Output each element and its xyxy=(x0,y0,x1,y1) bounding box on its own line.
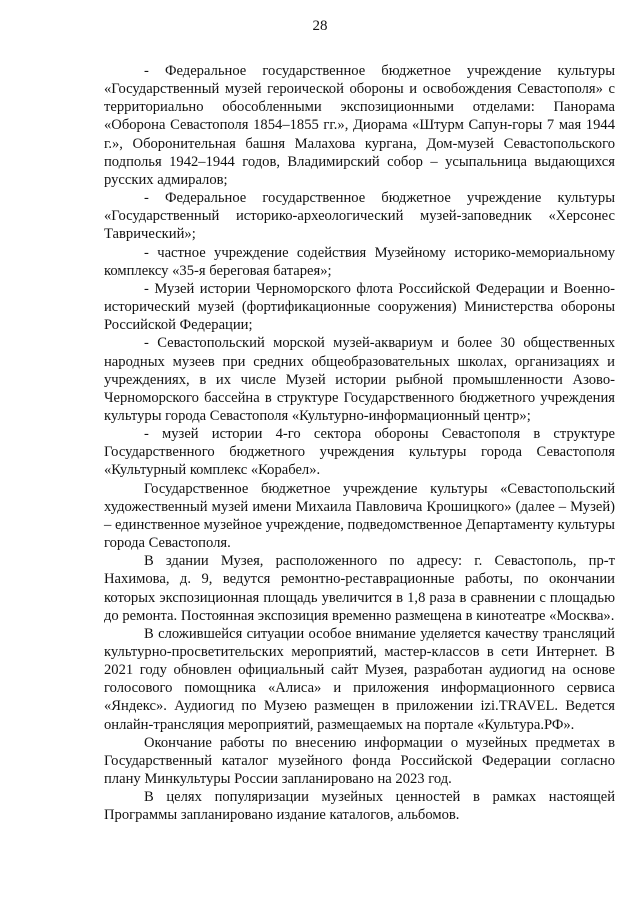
paragraph-state-catalog: Окончание работы по внесению информации о музейных предметах в Государственный каталог музейного фонда Российской Федерации согласно плану Минкультуры России запланировано на 2023 год. xyxy=(104,734,615,788)
paragraph-aquarium-and-school-museums: - Севастопольский морской музей-аквариум и более 30 общественных народных музеев при средних общеобразовательных школах, организациях и учреждениях, в их числе Музей истории рыбной промышленности Азово-Черноморского бассейна в структуре Государственного бюджетного учреждения культуры города Севастополя «Культурно-информационный центр»; xyxy=(104,335,615,424)
paragraph-chersonesos-museum: - Федеральное государственное бюджетное учреждение культуры «Государственный историко-археологический музей-заповедник «Херсонес Таврический»; xyxy=(104,190,615,243)
paragraph-black-sea-fleet-museum: - Музей истории Черноморского флота Российской Федерации и Военно-исторический музей (фортификационные сооружения) Министерства обороны Российской Федерации; xyxy=(104,280,615,334)
document-body xyxy=(104,62,615,825)
page-number: 28 xyxy=(312,18,328,34)
paragraph-catalog-publication: В целях популяризации музейных ценностей в рамках настоящей Программы запланировано издание каталогов, альбомов. xyxy=(104,789,615,824)
paragraph-online-broadcasts: В сложившейся ситуации особое внимание уделяется качеству трансляций культурно-просветительских мероприятий, мастер-классов в сети Интернет. В 2021 году обновлен официальный сайт Музея, разработан аудиогид на основе голосового помощника «Алиса» и приложения информационного сервиса «Яндекс». Аудиогид по Музею размещен в приложении izi.TRAVEL. Ведется онлайн-трансляция мероприятий, размещаемых на портале «Культура.РФ». xyxy=(104,625,615,733)
paragraph-art-museum: Государственное бюджетное учреждение культуры «Севастопольский художественный музей имени Михаила Павловича Крошицкого» (далее – Музей) – единственное музейное учреждение, подведомственное Департаменту культуры города Севастополя. xyxy=(104,480,615,552)
paragraph-35th-battery: - частное учреждение содействия Музейному историко-мемориальному комплексу «35-я береговая батарея»; xyxy=(104,244,615,279)
paragraph-4th-sector-museum: - музей истории 4-го сектора обороны Севастополя в структуре Государственного бюджетного учреждения культуры города Севастополя «Культурный комплекс «Корабел». xyxy=(104,426,615,479)
paragraph-federal-defense-museum: - Федеральное государственное бюджетное учреждение культуры «Государственный музей героической обороны и освобождения Севастополя» с территориально обособленными экспозиционными отделами: Панорама «Оборона Севастополя 1854–1855 гг.», Диорама «Штурм Сапун-горы 7 мая 1944 г.», Оборонительная башня Малахова кургана, Дом-музей Севастопольского подполья 1942–1944 годов, Владимирский собор – усыпальница выдающихся русских адмиралов; xyxy=(104,63,615,188)
paragraph-building-renovation: В здании Музея, расположенного по адресу: г. Севастополь, пр-т Нахимова, д. 9, ведутся ремонтно-реставрационные работы, по окончании которых экспозиционная площадь увеличится в 1,8 раза в сравнении с площадью до ремонта. Постоянная экспозиция временно размещена в кинотеатре «Москва». xyxy=(104,553,615,624)
